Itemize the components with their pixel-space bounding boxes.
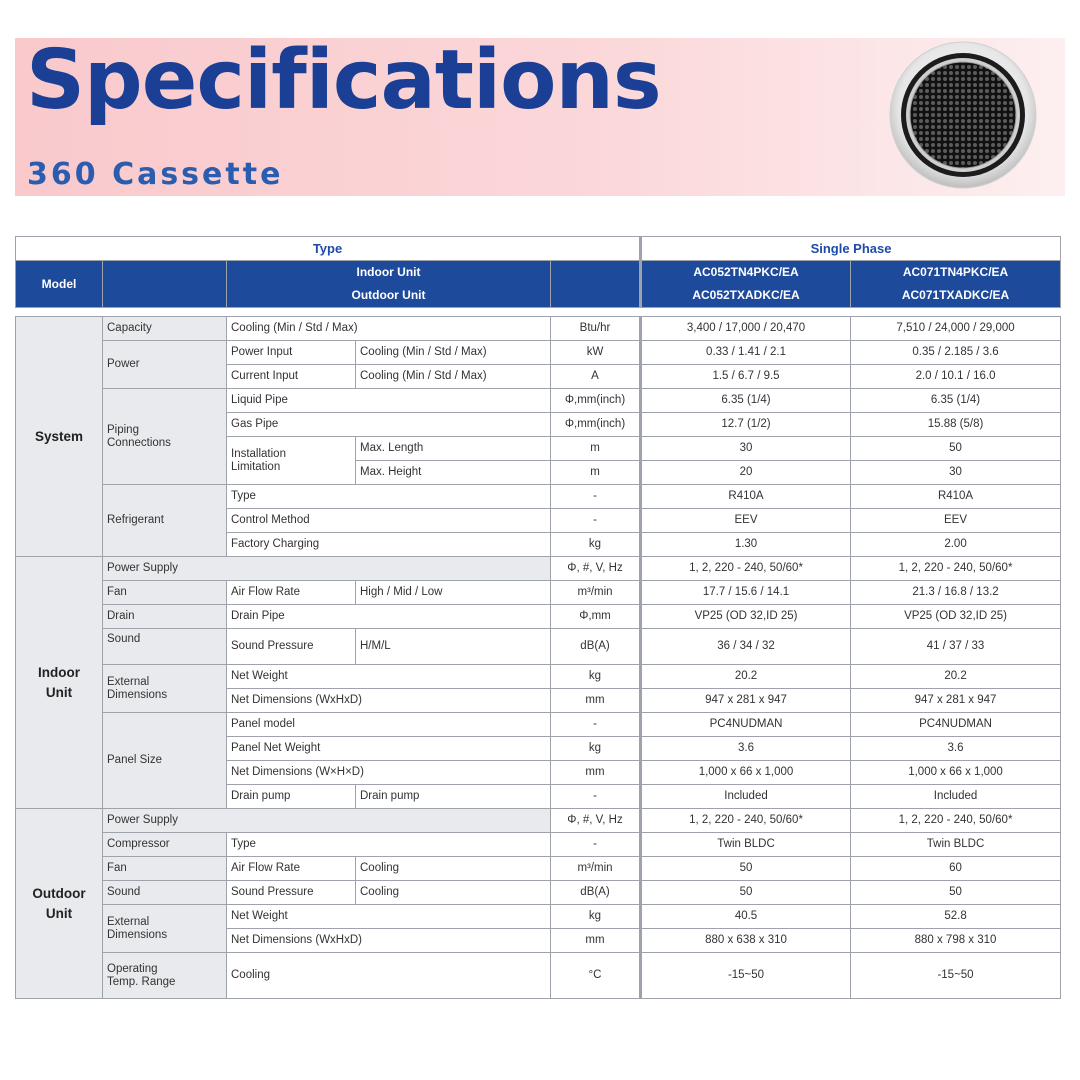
table-row: [16, 341, 1061, 365]
unit-cell: m: [551, 437, 641, 461]
detail-cell: Cooling: [356, 857, 551, 881]
table-row: [16, 953, 1061, 999]
table-row: [16, 713, 1061, 737]
unit-cell: Φ, #, V, Hz: [551, 557, 641, 581]
value-cell: 12.7 (1/2): [641, 413, 851, 437]
item-cell: Gas Pipe: [227, 413, 551, 437]
value-cell: 15.88 (5/8): [851, 413, 1061, 437]
unit-cell: Φ,mm(inch): [551, 389, 641, 413]
value-cell: 1, 2, 220 - 240, 50/60*: [851, 809, 1061, 833]
value-cell: 52.8: [851, 905, 1061, 929]
value-cell: 0.33 / 1.41 / 2.1: [641, 341, 851, 365]
value-cell: 1,000 x 66 x 1,000: [851, 761, 1061, 785]
value-cell: 3.6: [851, 737, 1061, 761]
item-cell: Drain pump: [227, 785, 356, 809]
value-cell: 3.6: [641, 737, 851, 761]
unit-cell: A: [551, 365, 641, 389]
table-row: [16, 665, 1061, 689]
detail-cell: Drain pump: [356, 785, 551, 809]
value-cell: 947 x 281 x 947: [641, 689, 851, 713]
detail-cell: Cooling (Min / Std / Max): [356, 365, 551, 389]
category-cell: External Dimensions: [103, 665, 227, 713]
value-cell: 20: [641, 461, 851, 485]
detail-cell: High / Mid / Low: [356, 581, 551, 605]
value-cell: Twin BLDC: [641, 833, 851, 857]
category-cell: Operating Temp. Range: [103, 953, 227, 999]
unit-cell: m: [551, 461, 641, 485]
value-cell: R410A: [641, 485, 851, 509]
detail-cell: Max. Length: [356, 437, 551, 461]
table-row: [16, 581, 1061, 605]
specifications-table: [15, 236, 1061, 999]
table-row: [16, 857, 1061, 881]
item-cell: Net Weight: [227, 665, 551, 689]
item-cell: Panel Net Weight: [227, 737, 551, 761]
value-cell: 0.35 / 2.185 / 3.6: [851, 341, 1061, 365]
unit-cell: Φ,mm: [551, 605, 641, 629]
unit-cell: -: [551, 713, 641, 737]
group-indoor-unit: Indoor Unit: [16, 557, 103, 809]
unit-cell: -: [551, 833, 641, 857]
item-cell: Net Dimensions (WxHxD): [227, 929, 551, 953]
category-cell: Fan: [103, 857, 227, 881]
table-row: [16, 881, 1061, 905]
single-phase-header: Single Phase: [641, 237, 1061, 261]
item-cell: Cooling: [227, 953, 551, 999]
unit-cell: kg: [551, 533, 641, 557]
category-cell: Power Supply: [103, 557, 551, 581]
item-cell: Net Dimensions (W×H×D): [227, 761, 551, 785]
value-cell: 1, 2, 220 - 240, 50/60*: [641, 557, 851, 581]
value-cell: 3,400 / 17,000 / 20,470: [641, 317, 851, 341]
value-cell: -15~50: [641, 953, 851, 999]
unit-cell: m³/min: [551, 857, 641, 881]
value-cell: 41 / 37 / 33: [851, 629, 1061, 665]
value-cell: -15~50: [851, 953, 1061, 999]
model-label: Model: [16, 261, 103, 308]
model-header-row: [16, 261, 1061, 308]
unit-cell: °C: [551, 953, 641, 999]
group-system: System: [16, 317, 103, 557]
item-cell: Net Weight: [227, 905, 551, 929]
value-cell: 20.2: [641, 665, 851, 689]
category-cell: Power: [103, 341, 227, 389]
unit-cell: mm: [551, 689, 641, 713]
value-cell: 30: [851, 461, 1061, 485]
value-cell: 17.7 / 15.6 / 14.1: [641, 581, 851, 605]
value-cell: 40.5: [641, 905, 851, 929]
table-row: [16, 317, 1061, 341]
cassette-product-icon: [888, 40, 1038, 190]
unit-cell: mm: [551, 929, 641, 953]
table-row: [16, 557, 1061, 581]
value-cell: 6.35 (1/4): [641, 389, 851, 413]
value-cell: 1,000 x 66 x 1,000: [641, 761, 851, 785]
item-cell: Type: [227, 833, 551, 857]
value-cell: R410A: [851, 485, 1061, 509]
item-cell: Air Flow Rate: [227, 581, 356, 605]
unit-cell: kg: [551, 905, 641, 929]
category-cell: Refrigerant: [103, 485, 227, 557]
unit-cell: Φ, #, V, Hz: [551, 809, 641, 833]
table-row: [16, 905, 1061, 929]
category-cell: Panel Size: [103, 713, 227, 809]
value-cell: 6.35 (1/4): [851, 389, 1061, 413]
category-cell: Compressor: [103, 833, 227, 857]
item-cell: Type: [227, 485, 551, 509]
value-cell: 36 / 34 / 32: [641, 629, 851, 665]
unit-cell: kg: [551, 737, 641, 761]
item-cell: Factory Charging: [227, 533, 551, 557]
table-header-row: [16, 237, 1061, 261]
value-cell: 880 x 638 x 310: [641, 929, 851, 953]
value-cell: EEV: [851, 509, 1061, 533]
item-cell: Current Input: [227, 365, 356, 389]
table-row: [16, 605, 1061, 629]
unit-cell: Φ,mm(inch): [551, 413, 641, 437]
unit-cell: dB(A): [551, 629, 641, 665]
group-outdoor-unit: Outdoor Unit: [16, 809, 103, 999]
unit-cell: -: [551, 785, 641, 809]
value-cell: 50: [851, 437, 1061, 461]
category-cell: Sound: [103, 629, 227, 665]
item-cell: Sound Pressure: [227, 629, 356, 665]
table-row: [16, 809, 1061, 833]
value-cell: 947 x 281 x 947: [851, 689, 1061, 713]
value-cell: 1, 2, 220 - 240, 50/60*: [851, 557, 1061, 581]
model-header-blank: [103, 261, 227, 308]
value-cell: 7,510 / 24,000 / 29,000: [851, 317, 1061, 341]
page-title: Specifications: [26, 33, 661, 128]
category-cell: Sound: [103, 881, 227, 905]
unit-cell: -: [551, 509, 641, 533]
value-cell: 20.2: [851, 665, 1061, 689]
detail-cell: Cooling (Min / Std / Max): [356, 341, 551, 365]
category-cell: Capacity: [103, 317, 227, 341]
value-cell: 50: [641, 881, 851, 905]
item-cell: Installation Limitation: [227, 437, 356, 485]
value-cell: 1.5 / 6.7 / 9.5: [641, 365, 851, 389]
category-cell: Power Supply: [103, 809, 551, 833]
page-subtitle: 360 Cassette: [27, 157, 284, 192]
item-cell: Drain Pipe: [227, 605, 551, 629]
category-cell: External Dimensions: [103, 905, 227, 953]
detail-cell: Cooling: [356, 881, 551, 905]
value-cell: Included: [641, 785, 851, 809]
model-1-name: AC052TN4PKC/EA AC052TXADKC/EA: [641, 261, 851, 308]
value-cell: VP25 (OD 32,ID 25): [641, 605, 851, 629]
table-row: [16, 389, 1061, 413]
value-cell: Included: [851, 785, 1061, 809]
category-cell: Fan: [103, 581, 227, 605]
value-cell: 21.3 / 16.8 / 13.2: [851, 581, 1061, 605]
unit-cell: dB(A): [551, 881, 641, 905]
value-cell: PC4NUDMAN: [641, 713, 851, 737]
unit-cell: Btu/hr: [551, 317, 641, 341]
item-cell: Net Dimensions (WxHxD): [227, 689, 551, 713]
unit-cell: kW: [551, 341, 641, 365]
model-header-blank: [551, 261, 641, 308]
item-cell: Air Flow Rate: [227, 857, 356, 881]
value-cell: PC4NUDMAN: [851, 713, 1061, 737]
value-cell: 2.0 / 10.1 / 16.0: [851, 365, 1061, 389]
table-row: [16, 629, 1061, 665]
value-cell: 880 x 798 x 310: [851, 929, 1061, 953]
unit-cell: mm: [551, 761, 641, 785]
table-row: [16, 485, 1061, 509]
item-cell: Panel model: [227, 713, 551, 737]
item-cell: Liquid Pipe: [227, 389, 551, 413]
detail-cell: H/M/L: [356, 629, 551, 665]
type-header: Type: [16, 237, 641, 261]
value-cell: 1.30: [641, 533, 851, 557]
category-cell: Drain: [103, 605, 227, 629]
detail-cell: Max. Height: [356, 461, 551, 485]
value-cell: VP25 (OD 32,ID 25): [851, 605, 1061, 629]
model-2-name: AC071TN4PKC/EA AC071TXADKC/EA: [851, 261, 1061, 308]
value-cell: 50: [641, 857, 851, 881]
value-cell: 50: [851, 881, 1061, 905]
item-cell: Control Method: [227, 509, 551, 533]
item-cell: Sound Pressure: [227, 881, 356, 905]
value-cell: 1, 2, 220 - 240, 50/60*: [641, 809, 851, 833]
item-cell: Cooling (Min / Std / Max): [227, 317, 551, 341]
table-row: [16, 833, 1061, 857]
value-cell: 30: [641, 437, 851, 461]
value-cell: 60: [851, 857, 1061, 881]
value-cell: 2.00: [851, 533, 1061, 557]
unit-type-labels: Indoor Unit Outdoor Unit: [227, 261, 551, 308]
unit-cell: -: [551, 485, 641, 509]
unit-cell: kg: [551, 665, 641, 689]
value-cell: EEV: [641, 509, 851, 533]
item-cell: Power Input: [227, 341, 356, 365]
category-cell: Piping Connections: [103, 389, 227, 485]
unit-cell: m³/min: [551, 581, 641, 605]
value-cell: Twin BLDC: [851, 833, 1061, 857]
